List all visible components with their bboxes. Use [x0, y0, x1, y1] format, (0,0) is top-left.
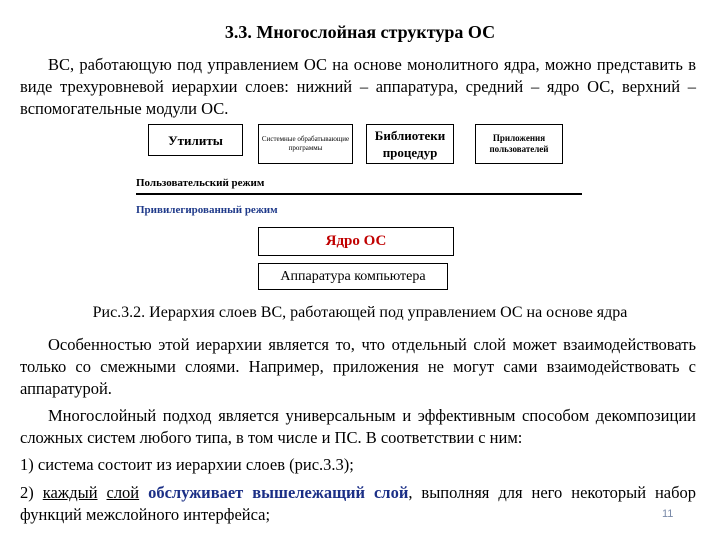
- system-programs-label: Системные обрабатывающие программы: [261, 135, 350, 152]
- user-apps-label: Приложения пользователей: [489, 133, 549, 154]
- user-mode-label: Пользовательский режим: [136, 177, 265, 189]
- list-item-1-text: система состоит из иерархии слоев (рис.3.3);: [37, 455, 354, 474]
- utilities-box: [148, 124, 243, 156]
- libraries-box: [366, 124, 454, 164]
- paragraph-2: Особенностью этой иерархии является то, что отдельный слой может взаимодействовать только со смежными слоями. Например, приложения не могут сами взаимодействовать с аппаратурой.: [20, 335, 696, 398]
- list-item-2-number: 2): [20, 483, 34, 502]
- list-item-2-highlight: обслуживает вышележащий слой: [148, 483, 409, 502]
- list-item-2-word-layer: слой: [106, 483, 140, 502]
- intro-paragraph: ВС, работающую под управлением ОС на основе монолитного ядра, можно представить в виде трехуровневой иерархии слоев: нижний – аппаратура, средний – ядро ОС, верхний – вспомогательные модули ОС.: [20, 55, 696, 118]
- hardware-label: Аппаратура компьютера: [280, 268, 426, 284]
- kernel-box: [258, 227, 454, 256]
- page-title: 3.3. Многослойная структура ОС: [224, 22, 496, 42]
- utilities-label: Утилиты: [168, 132, 223, 148]
- hardware-box: [258, 263, 448, 290]
- system-programs-box: [258, 124, 353, 164]
- figure-caption: Рис.3.2. Иерархия слоев ВС, работающей под управлением ОС на основе ядра: [92, 304, 628, 321]
- page-number: 11: [662, 508, 674, 520]
- privileged-mode-label: Привилегированный режим: [136, 204, 278, 216]
- list-item-2-word-each: каждый: [42, 483, 98, 502]
- libraries-label: Библиотеки процедур: [374, 128, 446, 160]
- list-item-1: [20, 454, 696, 476]
- list-item-1-number: 1): [20, 455, 34, 474]
- paragraph-3: Многослойный подход является универсальным и эффективным способом декомпозиции сложных систем любого типа, в том числе и ПС. В соответствии с ним:: [20, 406, 696, 447]
- list-item-2: [20, 482, 696, 526]
- user-apps-box: [475, 124, 563, 164]
- list-item-2-rest: , выполняя для него некоторый набор функций межслойного интерфейса;: [20, 483, 697, 524]
- mode-divider-line: [136, 193, 582, 195]
- kernel-label: Ядро ОС: [325, 233, 387, 249]
